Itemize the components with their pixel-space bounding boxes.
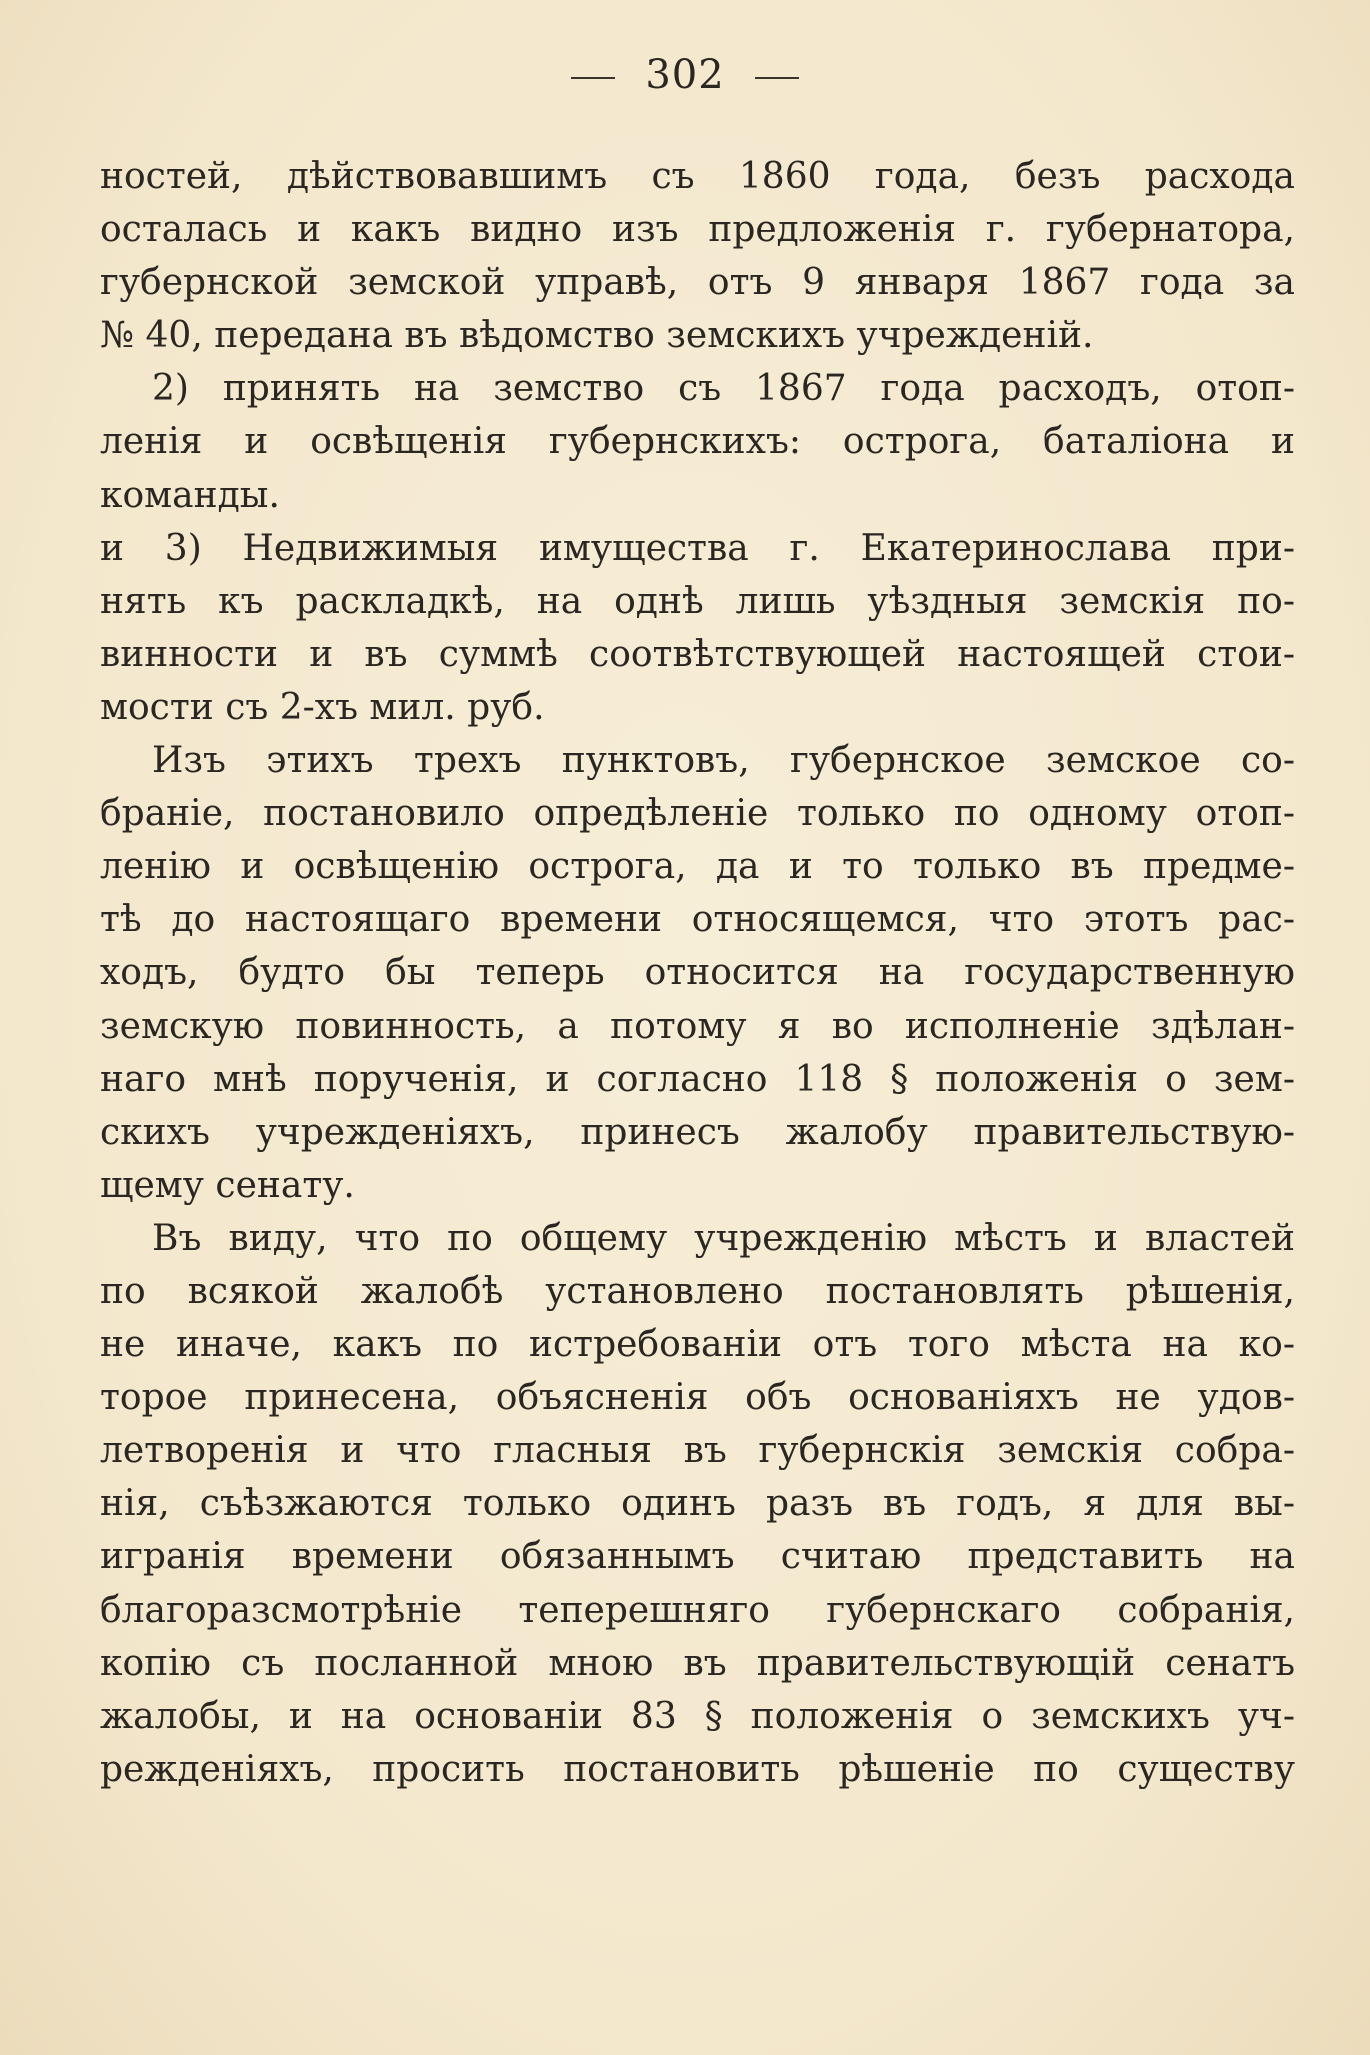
header-dash-left: [571, 77, 615, 79]
text-line: скихъ учрежденіяхъ, принесъ жалобу правительствую-: [100, 1111, 1295, 1153]
page-number: 302: [645, 52, 725, 98]
text-line: ностей, дѣйствовавшимъ съ 1860 года, безъ расхода: [100, 156, 1295, 197]
text-line: торое принесена, объясненія объ основаніяхъ не удов-: [100, 1377, 1295, 1419]
header-dash-right: [755, 77, 799, 79]
text-line: игранія времени обязаннымъ считаю представить на: [100, 1536, 1295, 1578]
text-line: мости съ 2-хъ мил. руб.: [100, 686, 545, 728]
text-line: не иначе, какъ по истребованіи отъ того мѣста на ко-: [100, 1324, 1295, 1366]
text-line: ходъ, будто бы теперь относится на государственную: [100, 952, 1295, 994]
text-line: команды.: [100, 474, 280, 516]
text-line: Изъ этихъ трехъ пунктовъ, губернское земское со-: [152, 740, 1295, 782]
text-line: благоразсмотрѣніе теперешняго губернскаго собранія,: [100, 1589, 1295, 1631]
text-line: Въ виду, что по общему учрежденію мѣстъ и властей: [152, 1217, 1295, 1259]
text-line: нія, съѣзжаются только одинъ разъ въ годъ, я для вы-: [100, 1483, 1295, 1525]
page-header: [0, 52, 1370, 98]
text-line: нять къ раскладкѣ, на однѣ лишь уѣздныя земскія по-: [100, 580, 1295, 622]
text-line: и 3) Недвижимыя имущества г. Екатеринослава при-: [100, 527, 1295, 569]
text-line: по всякой жалобѣ установлено постановлять рѣшенія,: [100, 1270, 1295, 1312]
text-line: жалобы, и на основаніи 83 § положенія о земскихъ уч-: [100, 1695, 1295, 1737]
text-line: тѣ до настоящаго времени относящемся, что этотъ рас-: [100, 899, 1295, 941]
body-text: [100, 150, 1295, 1796]
text-line: ленію и освѣщенію острога, да и то только въ предме-: [100, 846, 1295, 888]
text-line: режденіяхъ, просить постановить рѣшеніе по существу: [100, 1748, 1295, 1790]
text-line: копію съ посланной мною въ правительствующій сенатъ: [100, 1642, 1295, 1684]
text-line: земскую повинность, а потому я во исполненіе здѣлан-: [100, 1005, 1295, 1047]
text-line: летворенія и что гласныя въ губернскія земскія собра-: [100, 1430, 1295, 1472]
text-line: 2) принять на земство съ 1867 года расходъ, отоп-: [152, 368, 1295, 410]
text-line: № 40, передана въ вѣдомство земскихъ учрежденій.: [100, 315, 1094, 357]
text-line: наго мнѣ порученія, и согласно 118 § положенія о зем-: [100, 1058, 1295, 1100]
text-line: браніе, постановило опредѣленіе только по одному отоп-: [100, 793, 1295, 835]
text-line: ленія и освѣщенія губернскихъ: острога, баталіона и: [100, 421, 1295, 463]
text-line: губернской земской управѣ, отъ 9 января 1867 года за: [100, 262, 1295, 304]
text-line: щему сенату.: [100, 1164, 355, 1206]
text-line: винности и въ суммѣ соотвѣтствующей настоящей стои-: [100, 633, 1295, 675]
text-line: осталась и какъ видно изъ предложенія г. губернатора,: [100, 209, 1295, 251]
